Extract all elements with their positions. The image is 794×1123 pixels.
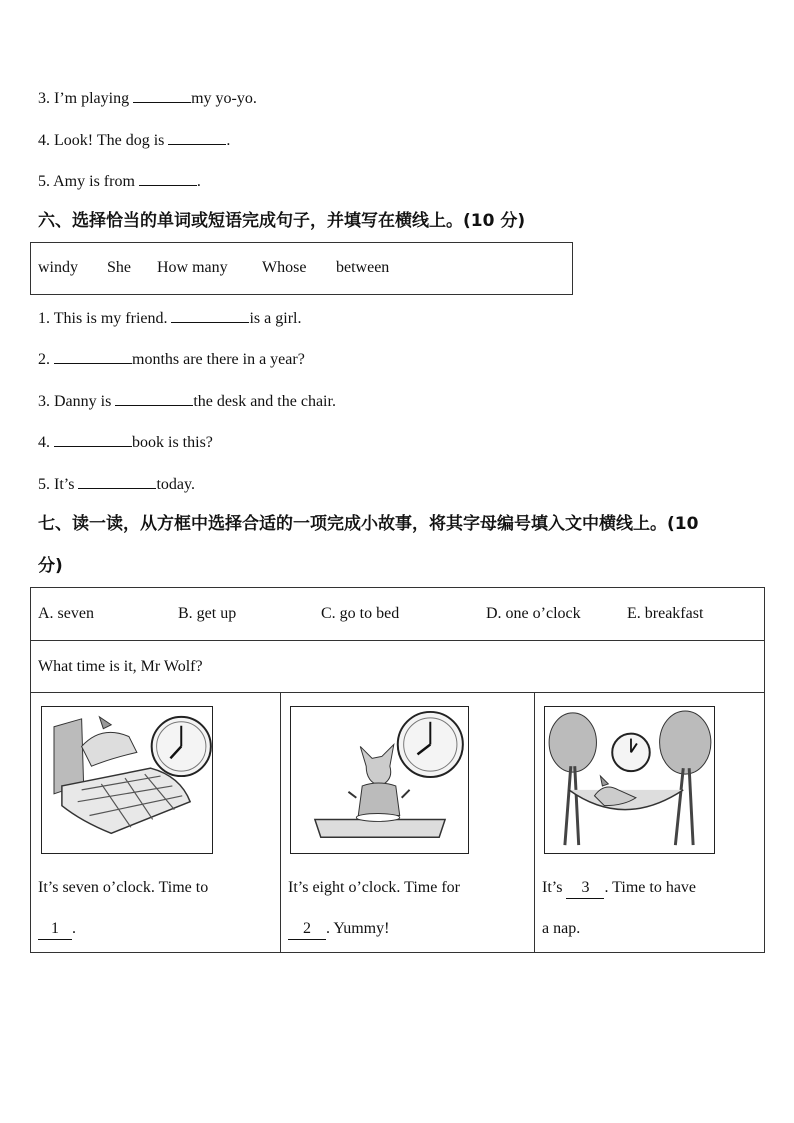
clock-icon bbox=[398, 712, 463, 777]
divider bbox=[31, 640, 764, 641]
part5-question-5 bbox=[38, 171, 201, 192]
wolf-in-bed-icon bbox=[42, 707, 212, 853]
question-text: Look! The dog is bbox=[54, 132, 169, 149]
panel-2-caption-line-2 bbox=[288, 919, 389, 940]
panel-1-caption-line-1: It’s seven o’clock. Time to bbox=[38, 879, 209, 896]
question-number: 4. bbox=[38, 132, 50, 149]
answer-blank[interactable] bbox=[171, 308, 249, 323]
answer-blank[interactable] bbox=[168, 130, 226, 145]
question-number: 3. bbox=[38, 90, 50, 107]
caption-text: . bbox=[72, 920, 76, 937]
part7-heading: 七、读一读，从方框中选择合适的一项完成小故事，将其字母编号填入文中横线上。(10 bbox=[38, 514, 699, 534]
wolf-in-bed-picture bbox=[41, 706, 213, 854]
question-text: . bbox=[196, 173, 201, 190]
question-text: I’m playing bbox=[54, 90, 134, 107]
question-text: today. bbox=[156, 476, 195, 493]
option-c: C. go to bed bbox=[321, 605, 400, 622]
question-text: It’s bbox=[54, 476, 79, 493]
part6-question-3 bbox=[38, 391, 336, 412]
wolf-in-hammock-icon bbox=[545, 707, 714, 853]
answer-blank[interactable] bbox=[115, 391, 193, 406]
question-text: Amy is from bbox=[53, 173, 139, 190]
panel-3-caption-line-2: a nap. bbox=[542, 920, 581, 937]
question-number: 3. bbox=[38, 393, 50, 410]
question-text: This is my friend. bbox=[53, 310, 172, 327]
word-bank-item: between bbox=[336, 259, 390, 276]
panel-3-caption-line-1 bbox=[542, 878, 696, 899]
question-text: my yo-yo. bbox=[191, 90, 257, 107]
question-number: 1. bbox=[38, 310, 50, 327]
question-number: 4. bbox=[38, 434, 50, 451]
part6-question-1 bbox=[38, 308, 301, 329]
divider bbox=[534, 693, 535, 953]
divider bbox=[31, 692, 764, 693]
answer-blank[interactable] bbox=[54, 432, 132, 447]
word-bank-box bbox=[30, 242, 573, 295]
option-e: E. breakfast bbox=[627, 605, 704, 622]
story-title: What time is it, Mr Wolf? bbox=[38, 658, 203, 675]
clock-icon bbox=[612, 734, 649, 771]
word-bank-item: Whose bbox=[262, 259, 307, 276]
answer-blank[interactable] bbox=[133, 88, 191, 103]
wolf-eating-picture bbox=[290, 706, 469, 854]
question-number: 5. bbox=[38, 476, 50, 493]
question-text: the desk and the chair. bbox=[193, 393, 336, 410]
wolf-eating-icon bbox=[291, 707, 468, 853]
option-b: B. get up bbox=[178, 605, 237, 622]
part6-question-2 bbox=[38, 349, 305, 370]
question-text: . bbox=[226, 132, 231, 149]
answer-blank[interactable] bbox=[139, 171, 197, 186]
caption-text: It’s bbox=[542, 879, 567, 896]
question-number: 5. bbox=[38, 173, 50, 190]
caption-text: . Yummy! bbox=[326, 920, 390, 937]
part5-question-3 bbox=[38, 88, 257, 109]
question-text: is a girl. bbox=[249, 310, 302, 327]
clock-icon bbox=[152, 717, 211, 776]
word-bank-item: windy bbox=[38, 259, 78, 276]
question-text: book is this? bbox=[132, 434, 213, 451]
caption-text: . Time to have bbox=[604, 879, 697, 896]
question-text: Danny is bbox=[54, 393, 116, 410]
panel-2-caption-line-1: It’s eight o’clock. Time for bbox=[288, 879, 460, 896]
word-bank-item: She bbox=[107, 259, 131, 276]
wolf-in-hammock-picture bbox=[544, 706, 715, 854]
part6-heading: 六、选择恰当的单词或短语完成句子，并填写在横线上。(10 分) bbox=[38, 211, 526, 231]
part6-question-4 bbox=[38, 432, 213, 453]
answer-blank-3[interactable]: 3 bbox=[566, 878, 604, 899]
question-text: months are there in a year? bbox=[132, 351, 305, 368]
part6-question-5 bbox=[38, 474, 195, 495]
divider bbox=[280, 693, 281, 953]
answer-blank-2[interactable]: 2 bbox=[288, 919, 326, 940]
story-box bbox=[30, 587, 765, 953]
part7-heading-continued: 分) bbox=[38, 556, 63, 576]
answer-blank[interactable] bbox=[78, 474, 156, 489]
option-d: D. one o’clock bbox=[486, 605, 581, 622]
answer-blank-1[interactable]: 1 bbox=[38, 919, 72, 940]
answer-blank[interactable] bbox=[54, 349, 132, 364]
panel-1-caption-line-2 bbox=[38, 919, 76, 940]
word-bank-item: How many bbox=[157, 259, 228, 276]
option-a: A. seven bbox=[38, 605, 94, 622]
part5-question-4 bbox=[38, 130, 230, 151]
question-number: 2. bbox=[38, 351, 50, 368]
